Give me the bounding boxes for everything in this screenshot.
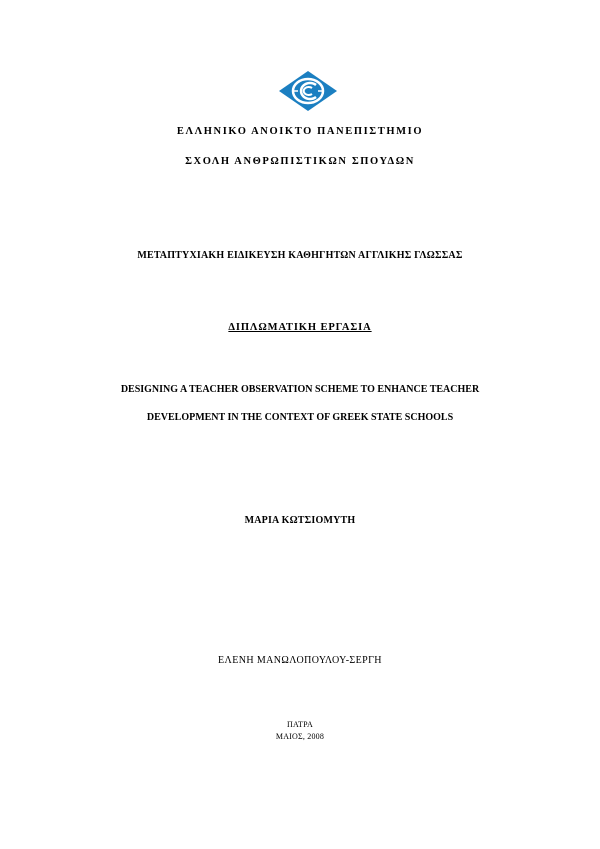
- thesis-type-label: ΔΙΠΛΩΜΑΤΙΚΗ ΕΡΓΑΣΙΑ: [228, 322, 372, 333]
- program-name: ΜΕΤΑΠΤΥΧΙΑΚΗ ΕΙΔΙΚΕΥΣΗ ΚΑΘΗΓΗΤΩΝ ΑΓΓΛΙΚΗΣ ΓΛΩΣΣΑΣ: [137, 250, 463, 261]
- supervisor-name: ΕΛΕΝΗ ΜΑΝΩΛΟΠΟΥΛΟΥ-ΣΕΡΓΗ: [218, 655, 382, 666]
- thesis-title-line-1: DESIGNING A TEACHER OBSERVATION SCHEME TO ENHANCE TEACHER: [120, 384, 480, 395]
- place: ΠΑΤΡΑ: [286, 720, 314, 729]
- thesis-title-line-2: DEVELOPMENT IN THE CONTEXT OF GREEK STATE SCHOOLS: [146, 412, 454, 423]
- school-name: ΣΧΟΛΗ ΑΝΘΡΩΠΙΣΤΙΚΩΝ ΣΠΟΥΔΩΝ: [185, 156, 415, 167]
- date: ΜΑΙΟΣ, 2008: [275, 732, 325, 741]
- thesis-type: [0, 323, 600, 334]
- university-emblem-icon: [278, 70, 338, 112]
- university-name: ΕΛΛΗΝΙΚΟ ΑΝΟΙΚΤΟ ΠΑΝΕΠΙΣΤΗΜΙΟ: [176, 126, 424, 137]
- author-name: ΜΑΡΙΑ ΚΩΤΣΙΟΜΥΤΗ: [244, 515, 356, 526]
